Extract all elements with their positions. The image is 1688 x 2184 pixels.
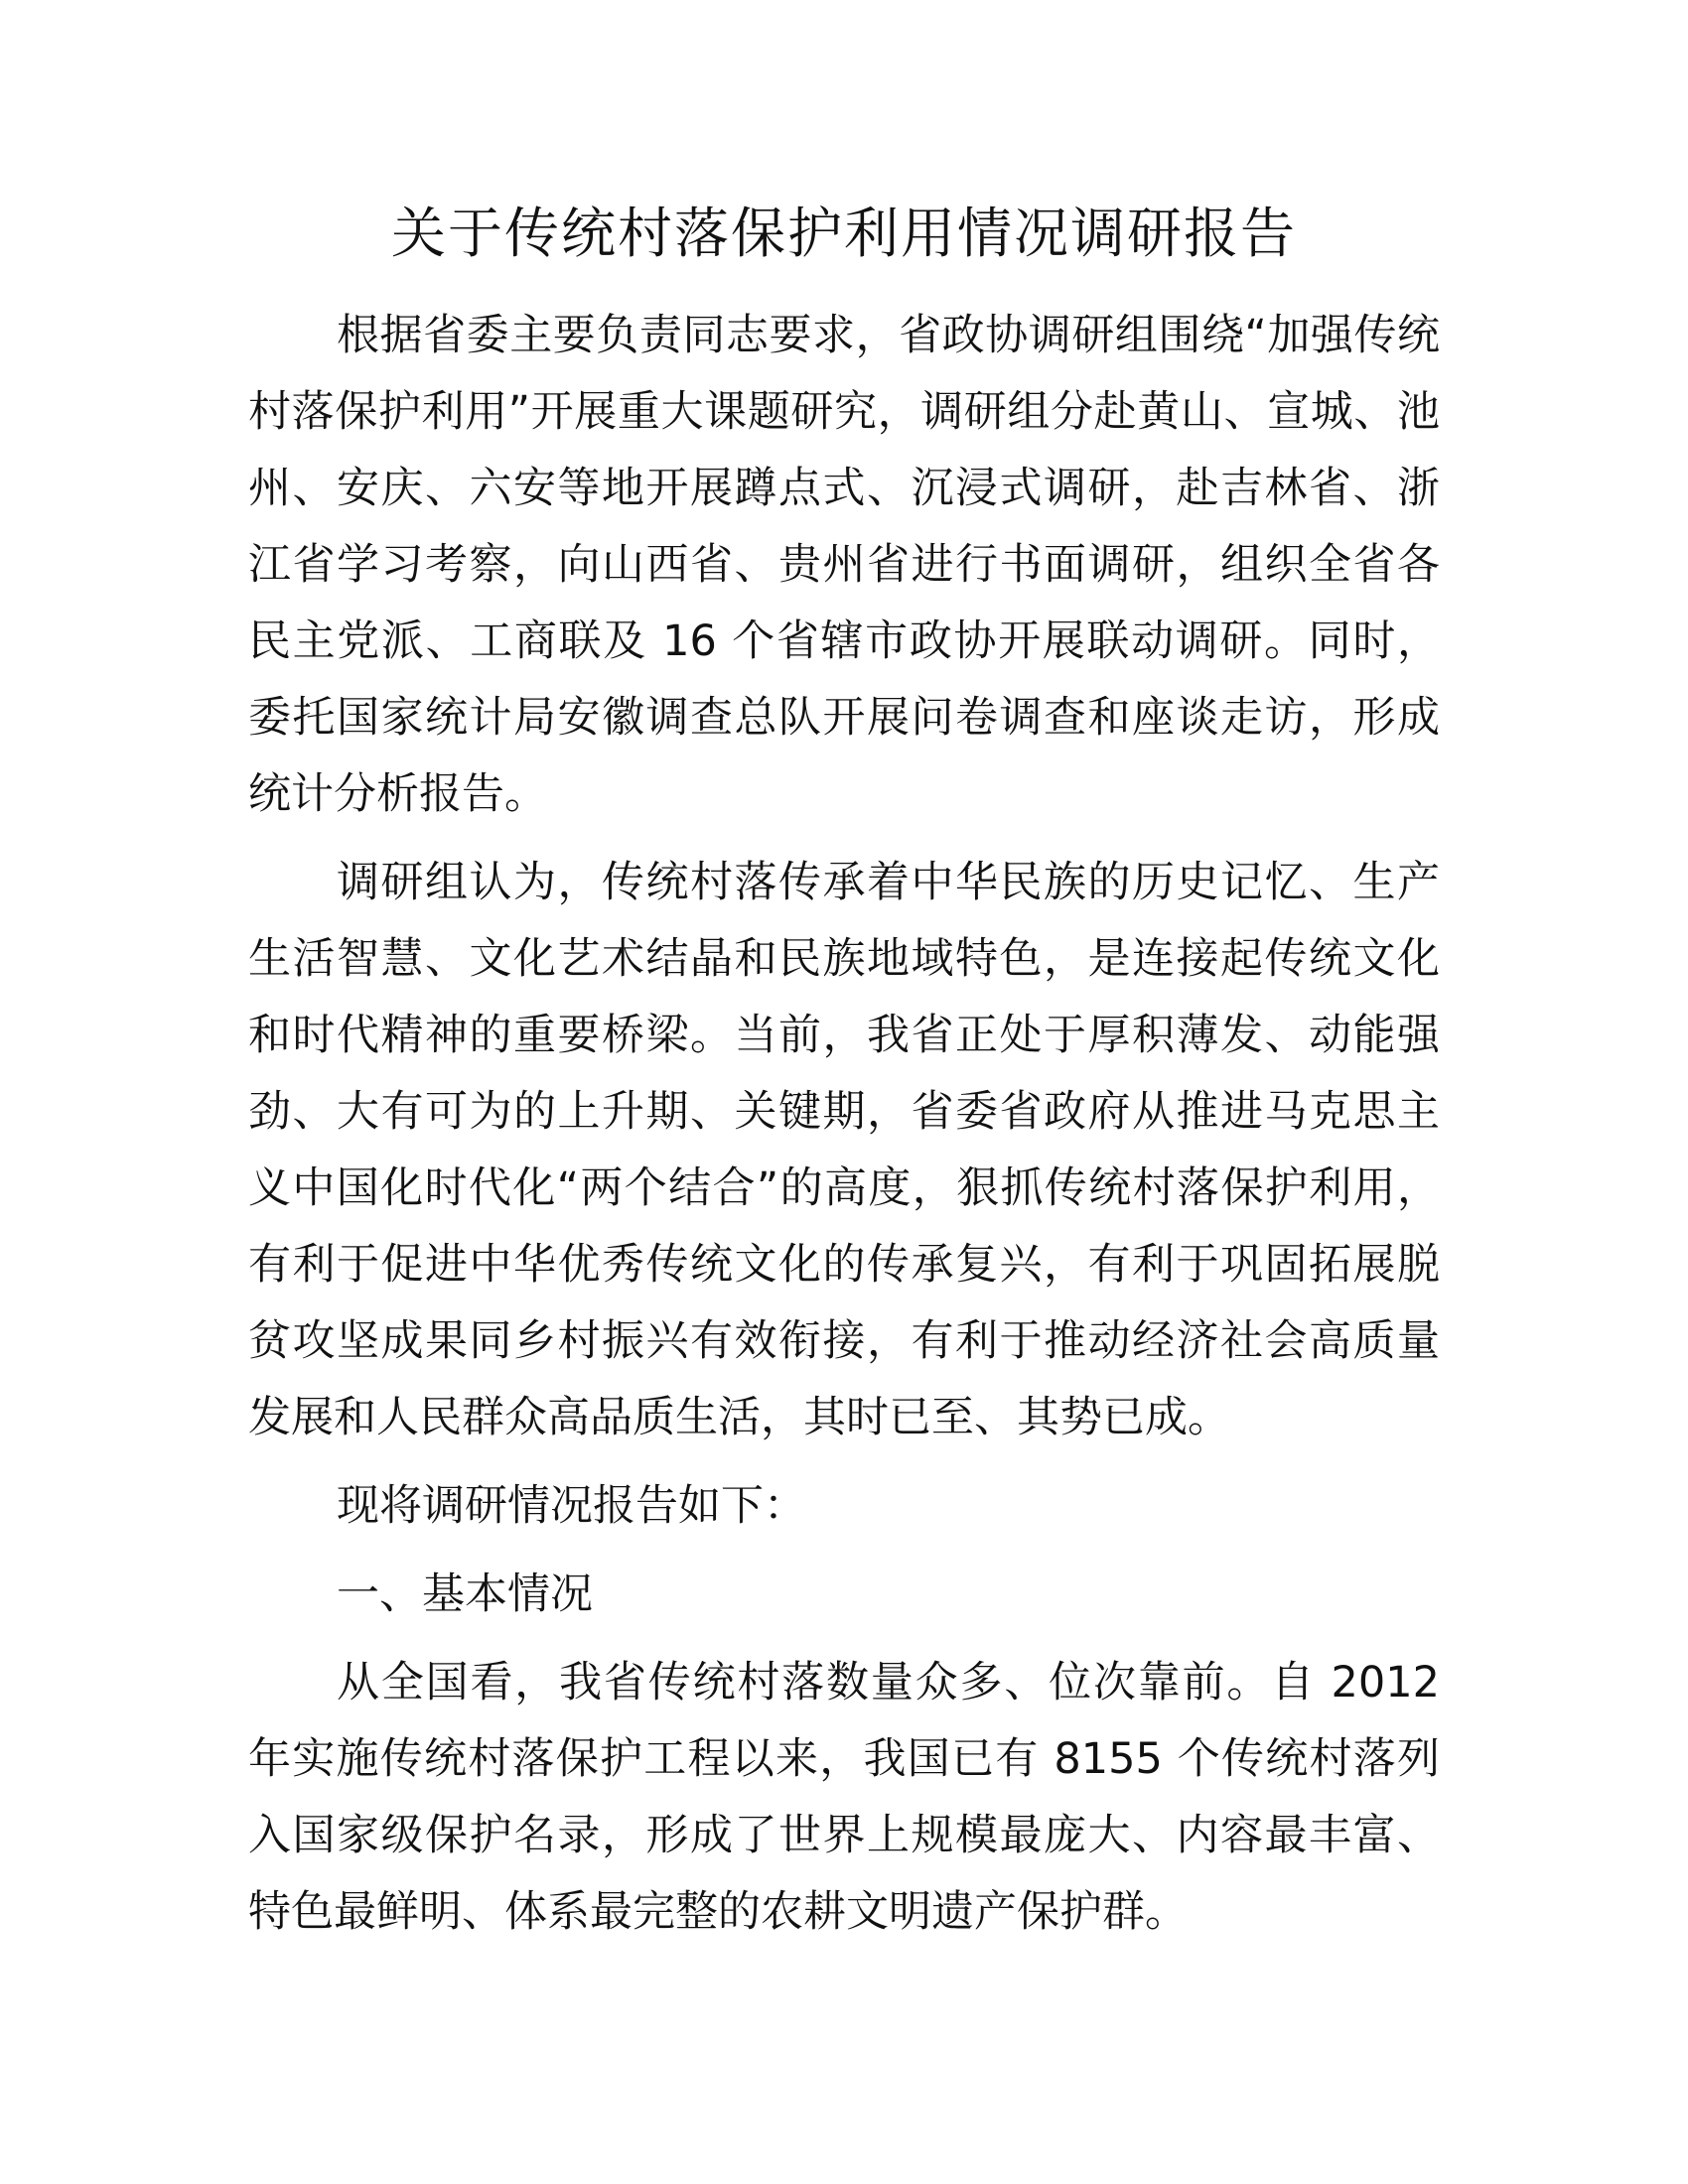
- paragraph-national-overview: 从全国看，我省传统村落数量众多、位次靠前。自 2012 年实施传统村落保护工程以来，我国已有 8155 个传统村落列入国家级保护名录，形成了世界上规模最庞大、内容最丰富、特色最鲜明、体系最完整的农耕文明遗产保护群。: [248, 1658, 1440, 1937]
- paragraph-research-overview: 根据省委主要负责同志要求，省政协调研组围绕“加强传统村落保护利用”开展重大课题研究，调研组分赴黄山、宣城、池州、安庆、六安等地开展蹲点式、沉浸式调研，赴吉林省、浙江省学习考察，向山西省、贵州省进行书面调研，组织全省各民主党派、工商联及 16 个省辖市政协开展联动调研。同时，委托国家统计局安徽调查总队开展问卷调查和座谈走访，形成统计分析报告。: [248, 311, 1440, 819]
- document-title: 关于传统村落保护利用情况调研报告: [390, 202, 1297, 265]
- paragraph-research-findings: 调研组认为，传统村落传承着中华民族的历史记忆、生产生活智慧、文化艺术结晶和民族地域特色，是连接起传统文化和时代精神的重要桥梁。当前，我省正处于厚积薄发、动能强劲、大有可为的上升期、关键期，省委省政府从推进马克思主义中国化时代化“两个结合”的高度，狠抓传统村落保护利用，有利于促进中华优秀传统文化的传承复兴，有利于巩固拓展脱贫攻坚成果同乡村振兴有效衔接，有利于推动经济社会高质量发展和人民群众高品质生活，其时已至、其势已成。: [248, 858, 1440, 1442]
- paragraph-report-intro: 现将调研情况报告如下：: [337, 1481, 806, 1531]
- section-heading-basic-situation: 一、基本情况: [337, 1570, 593, 1619]
- document-body: [248, 298, 1440, 1963]
